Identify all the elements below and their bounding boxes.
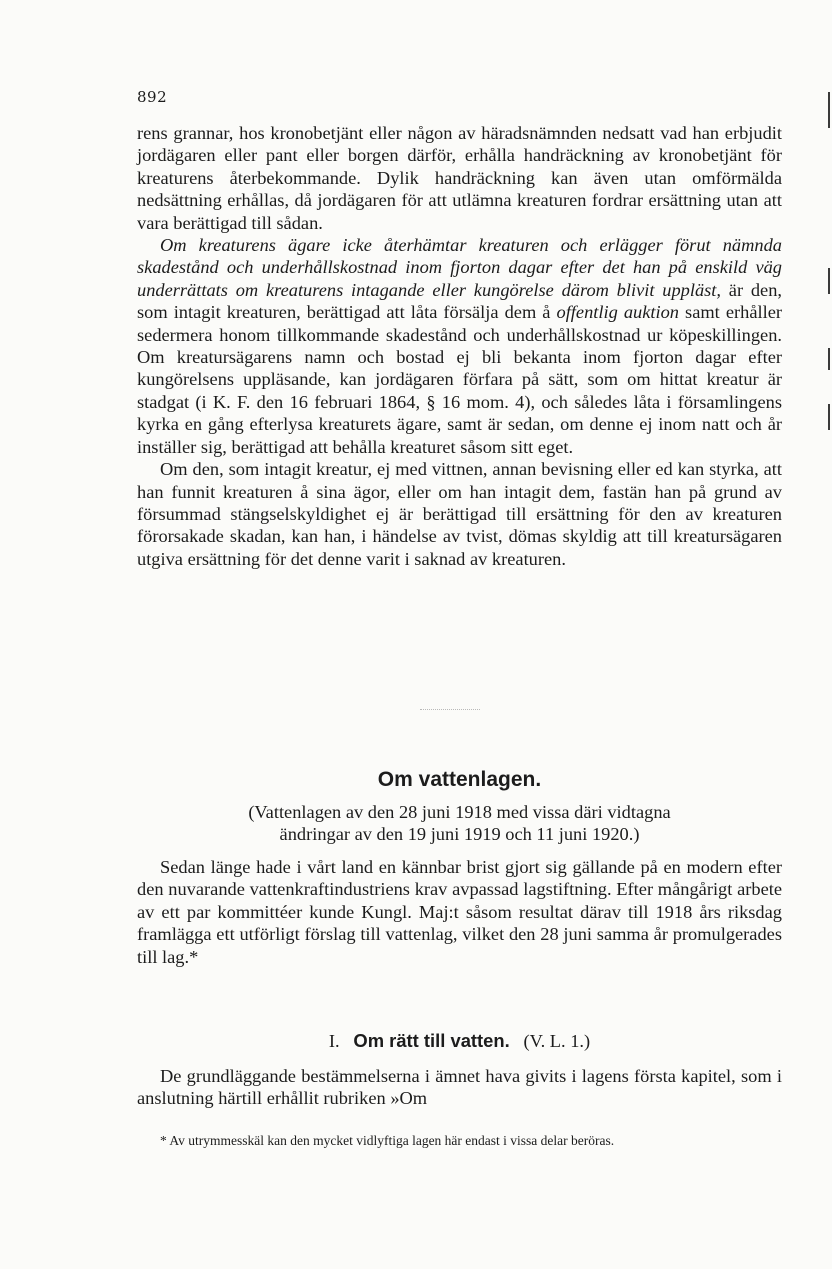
paragraph-2-italic-auction: offentlig auktion (556, 302, 680, 323)
page-number: 892 (137, 88, 168, 106)
paragraph-3-text: Om den, som intagit kreatur, ej med vittnen, annan bevisning eller ed kan styrka, att han funnit kreaturen å sina ägor, eller om han intagit dem, fastän han på grund av försummad stängselskyldighet ej är berättigad till ersättning för den av kreaturen förorsakade skadan, kan han, i händelse av tvist, dömas skyldig att till kreatursägaren utgiva ersättning för det denne varit i saknad av kreaturen. (137, 459, 782, 569)
chapter-paragraph-block (137, 1065, 782, 1110)
section-note (137, 801, 782, 846)
paragraph-1-text: rens grannar, hos kronobetjänt eller någon av häradsnämnden nedsatt vad han erbjudit jordägaren eller pant eller borgen därför, erhålla handräckning av kronobetjänt för kreaturens återbekommande. Dylik handräckning kan även utan omförmälda nedsättning erhållas, då jordägaren för att utlämna kreaturen fordrar ersättning utan att vara berättigad till sådan. (137, 123, 782, 233)
chapter-heading (137, 1030, 782, 1052)
section-paragraph: Sedan länge hade i vårt land en kännbar brist gjort sig gällande på en modern efter den nuvarande vattenkraftindustriens krav avpassad lagstiftning. Efter mångårigt arbete av ett par kommittéer kunde Kungl. Maj:t såsom resultat därav till 1918 års riksdag framlägga ett utförligt förslag till vattenlag, vilket den 28 juni samma år promulgerades till lag.* (137, 857, 782, 967)
chapter-number: I. (328, 1031, 340, 1051)
separator-rule (420, 709, 480, 710)
paragraph-1 (137, 122, 782, 234)
paragraph-2 (137, 234, 782, 458)
scan-edge-mark (828, 268, 830, 294)
paragraph-3 (137, 458, 782, 570)
footnote-text: * Av utrymmesskäl kan den mycket vidlyftiga lagen här endast i vissa delar beröras. (160, 1133, 615, 1148)
chapter-paragraph: De grundläggande bestämmelserna i ämnet hava givits i lagens första kapitel, som i anslutning härtill erhållit rubriken »Om (137, 1066, 782, 1109)
paragraph-2-text-a: är den, som intagit kreaturen, berättigad att låta försälja dem å (137, 279, 782, 323)
scan-edge-mark (828, 404, 830, 430)
paragraph-2-text-b: samt erhåller sedermera honom tillkommande skadestånd och underhållskostnad ur köpeskillingen. Om kreatursägarens namn och bostad ej bli bekanta inom fjorton dagar efter kungörelsens uppläsande, kan jordägaren förfara på sätt, som om hittat kreatur är stadgat (i K. F. den 16 februari 1864, § 16 mom. 4), och således låta i församlingens kyrka en gång efterlysa kreaturets ägare, samt är sedan, om denne ej inom natt och år inställer sig, berättigad att behålla kreaturet såsom sitt eget. (137, 302, 782, 457)
footnote (137, 1132, 782, 1149)
section-title: Om vattenlagen. (377, 768, 542, 791)
chapter-title: Om rätt till vatten. (353, 1030, 510, 1051)
paragraph-2-italic-lead: Om kreaturens ägare icke återhämtar kreaturen och erlägger förut nämnda skadestånd och underhållskostnad inom fjorton dagar efter det han på enskild väg underrättats om kreaturens intagande eller kungörelse därom blivit uppläst, (137, 235, 782, 300)
scan-edge-mark (828, 92, 830, 128)
section-note-line-2: ändringar av den 19 juni 1919 och 11 juni 1920.) (279, 824, 640, 845)
body-text-top (137, 122, 782, 570)
scan-edge-mark (828, 348, 830, 370)
section-note-line-1: (Vattenlagen av den 28 juni 1918 med vissa däri vidtagna (248, 802, 671, 822)
chapter-ref: (V. L. 1.) (523, 1031, 591, 1051)
section-paragraph-block (137, 856, 782, 968)
